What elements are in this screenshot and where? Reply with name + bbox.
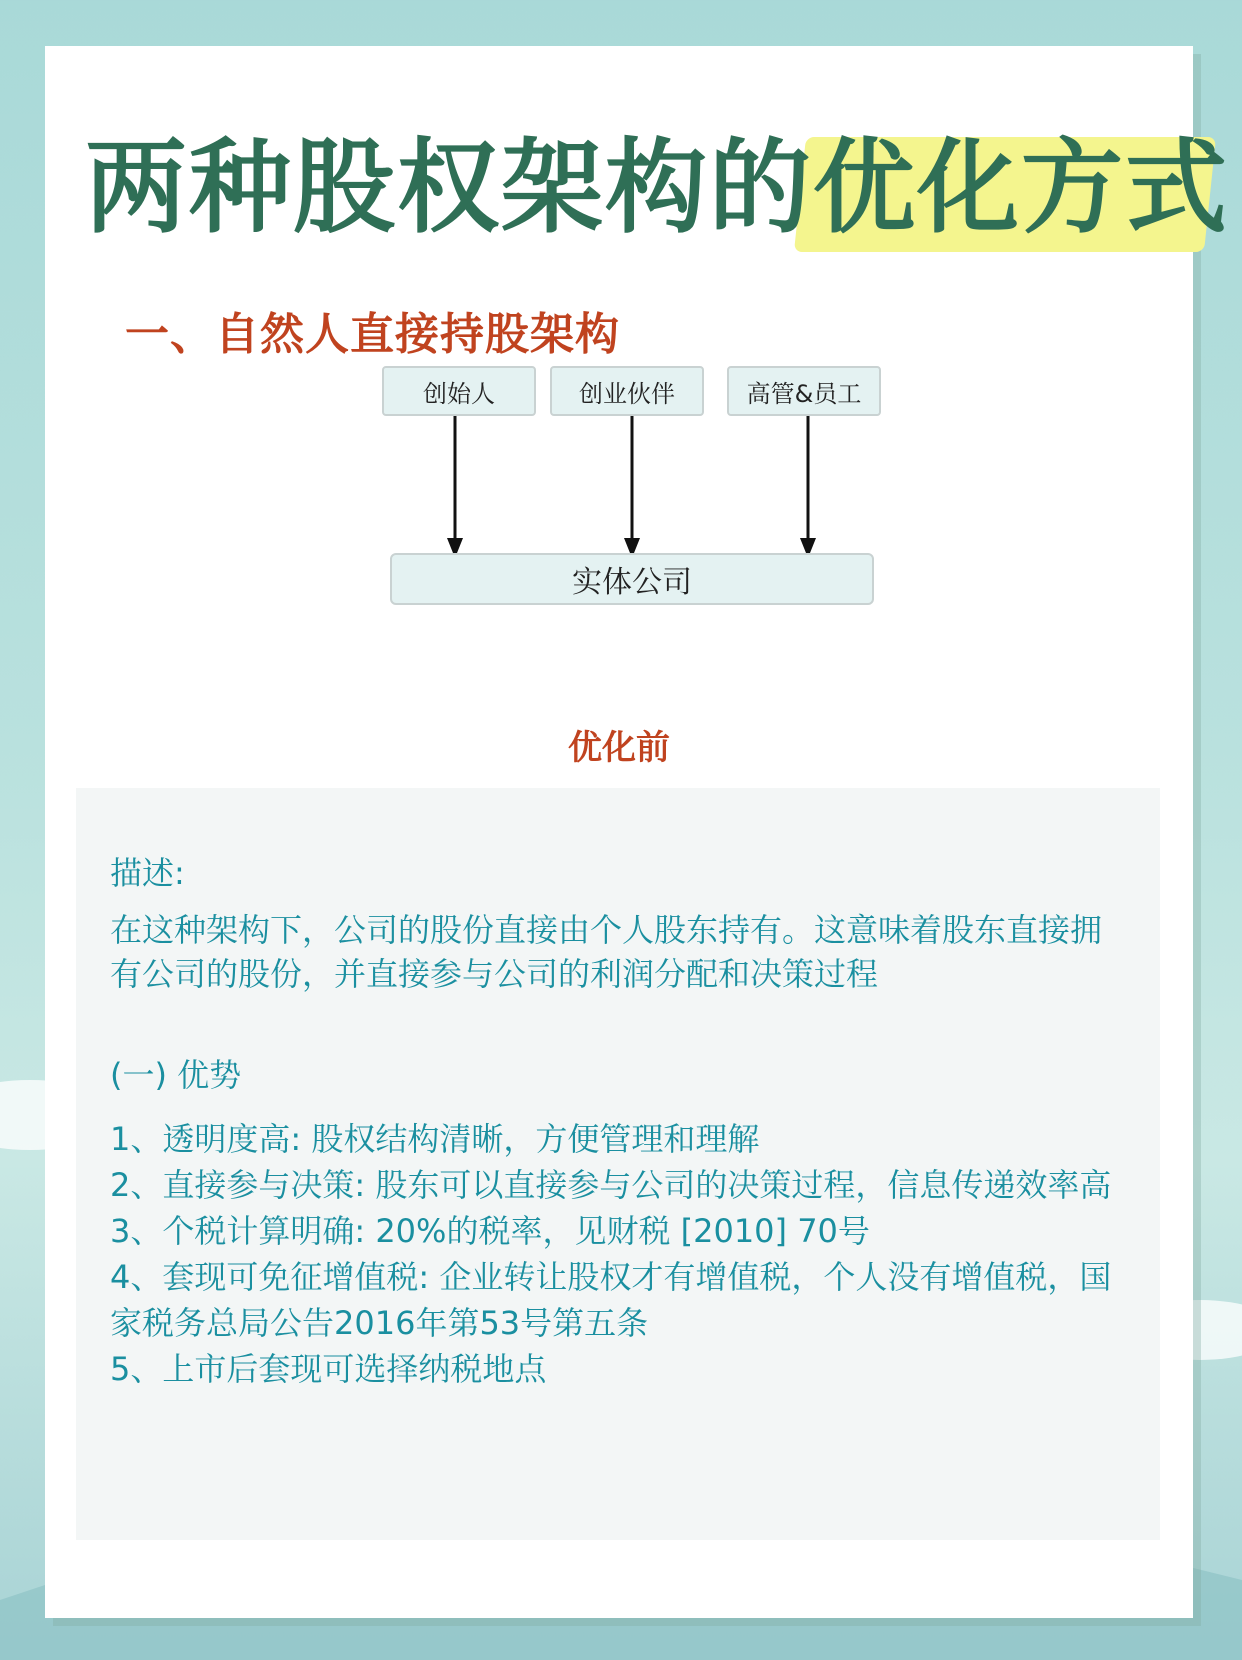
description-panel: [76, 788, 1160, 1540]
node-partners: 创业伙伴: [550, 366, 704, 416]
list-item: 1、透明度高: 股权结构清晰，方便管理和理解: [110, 1120, 760, 1158]
node-company: 实体公司: [390, 553, 874, 605]
list-item: 5、上市后套现可选择纳税地点: [110, 1350, 547, 1388]
arrow-founder: [447, 416, 463, 558]
list-item: 4、套现可免征增值税: 企业转让股权才有增值税，个人没有增值税，国家税务总局公告2016年第53号第五条: [110, 1258, 1112, 1342]
title-main: 两种股权架构的: [85, 129, 813, 248]
node-executives: 高管&员工: [727, 366, 881, 416]
title-highlight-text: 优化方式: [813, 129, 1229, 248]
list-item: 3、个税计算明确: 20%的税率，见财税 [2010] 70号: [110, 1212, 870, 1250]
arrow-executives: [800, 416, 816, 558]
description-label: 描述:: [110, 854, 185, 892]
advantages-label: (一) 优势: [110, 1056, 242, 1094]
section-heading: 一、自然人直接持股架构: [125, 309, 620, 360]
advantages-list: [110, 1116, 1130, 1392]
diagram-caption: 优化前: [568, 728, 670, 768]
shareholding-diagram: [45, 46, 1193, 726]
content-card: [45, 46, 1229, 1618]
list-item: 2、直接参与决策: 股东可以直接参与公司的决策过程，信息传递效率高: [110, 1166, 1112, 1204]
arrow-partners: [624, 416, 640, 558]
node-founder: 创始人: [382, 366, 536, 416]
description-paragraph: 在这种架构下，公司的股份直接由个人股东持有。这意味着股东直接拥有公司的股份，并直接参与公司的利润分配和决策过程: [110, 911, 1103, 993]
